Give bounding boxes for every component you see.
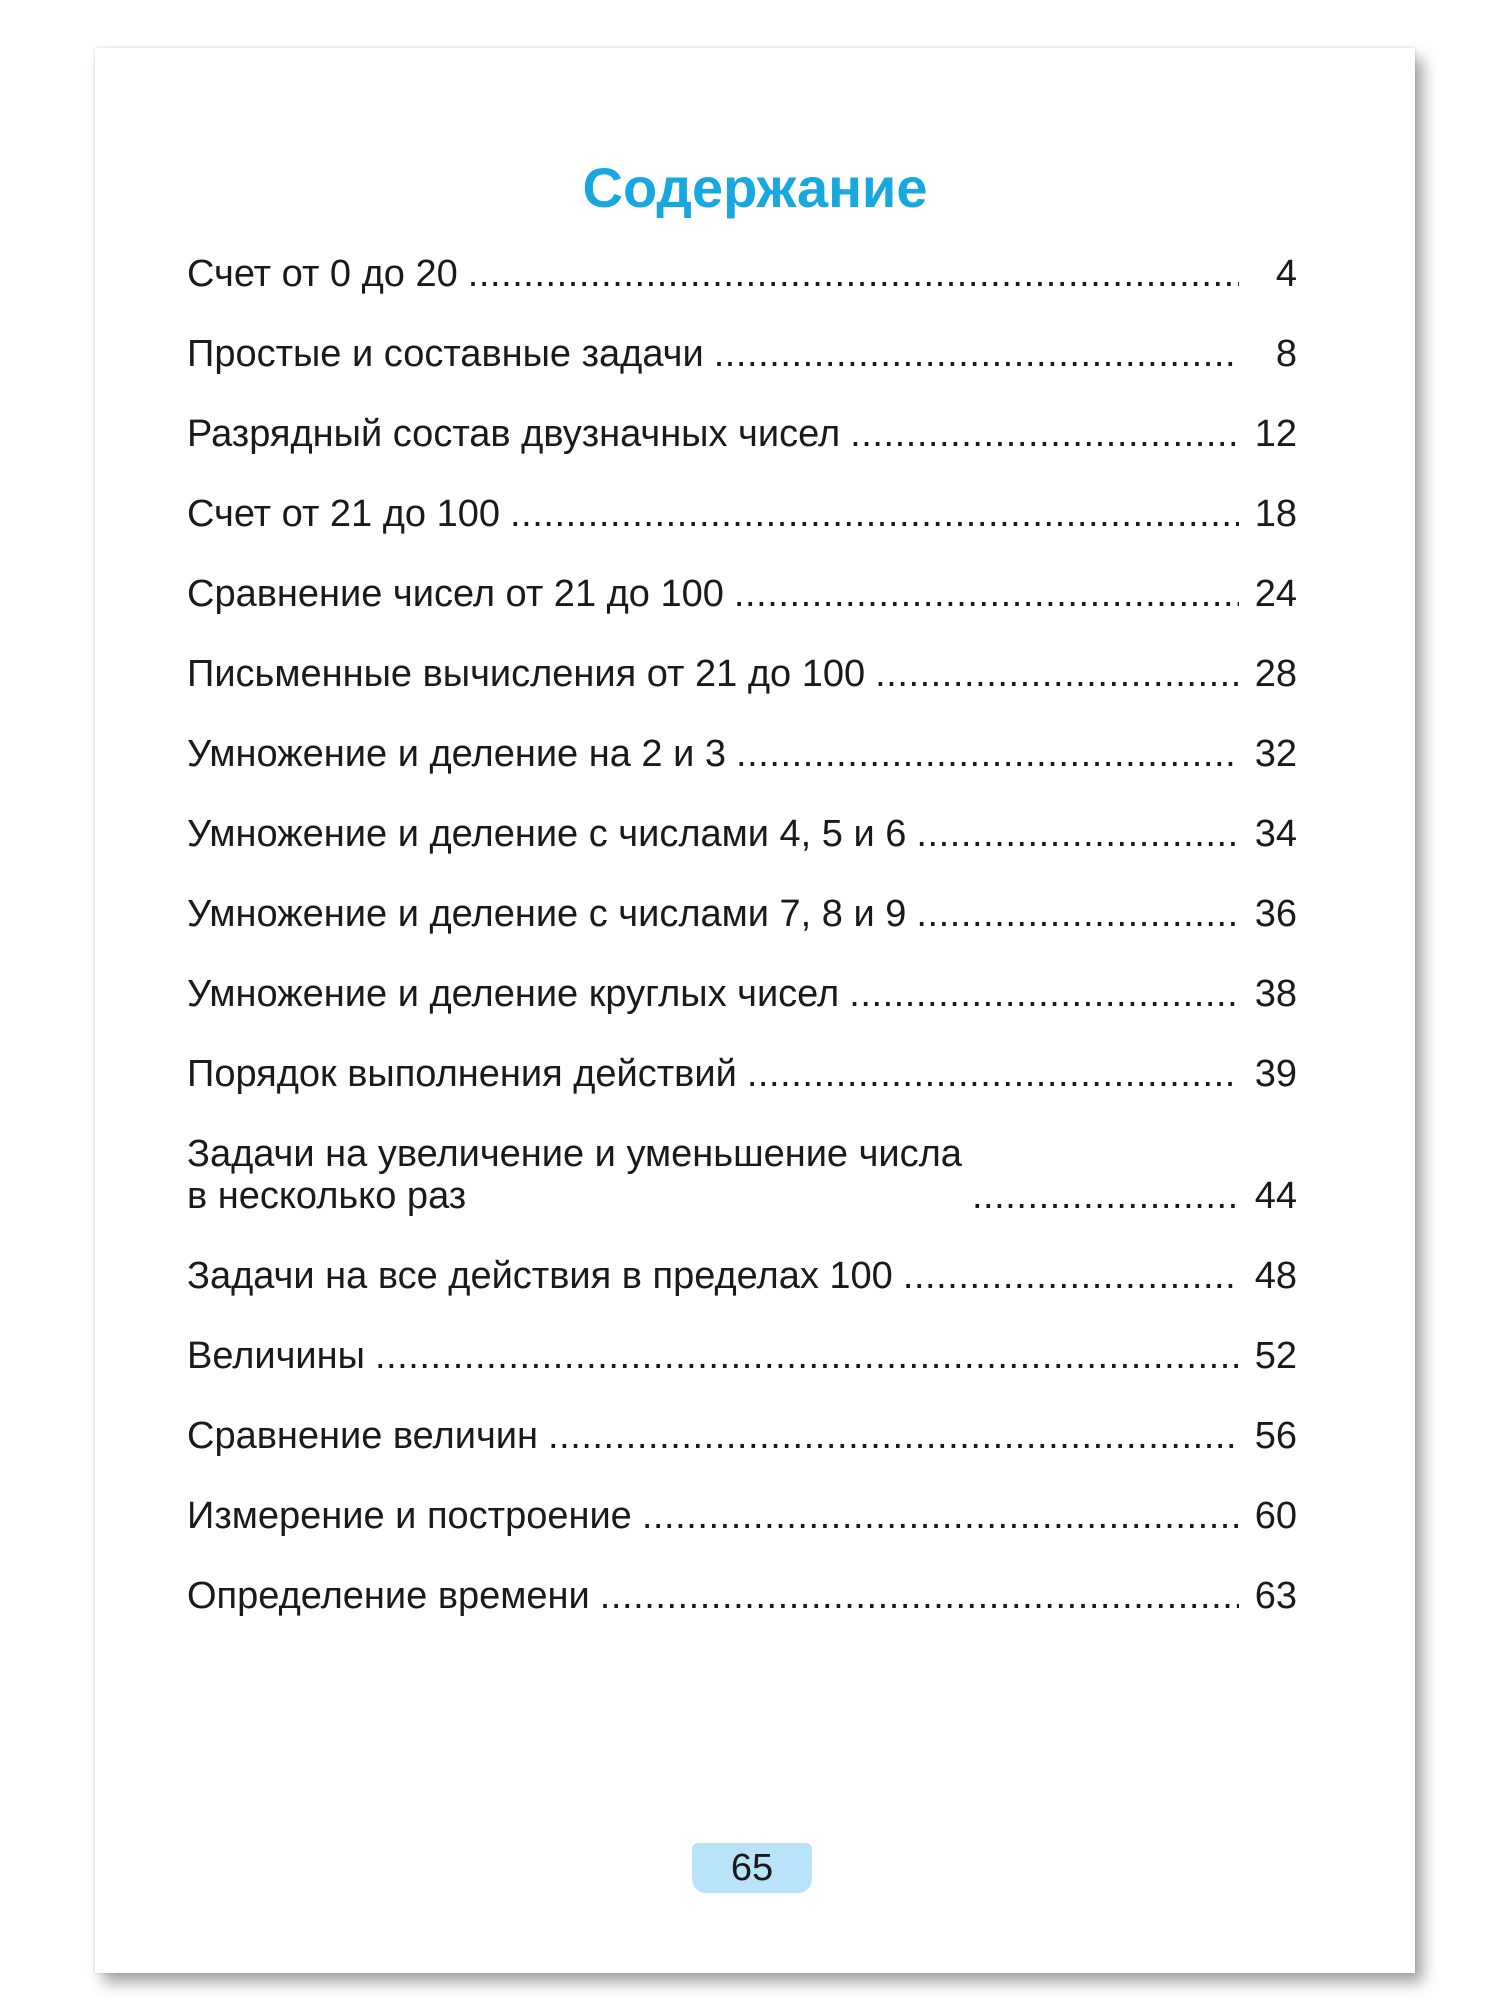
toc-item-page: 56 <box>1254 1415 1297 1457</box>
toc-item-title <box>187 1133 962 1217</box>
toc-item <box>187 1053 1297 1095</box>
toc-item-title: Разрядный состав двузначных чисел <box>187 413 841 455</box>
toc-item-page: 24 <box>1254 573 1297 615</box>
toc-item-page: 36 <box>1254 893 1297 935</box>
toc-item-page: 63 <box>1254 1575 1297 1617</box>
toc-leader-dots <box>375 1335 1239 1377</box>
toc-item-page: 28 <box>1254 653 1297 695</box>
toc-item <box>187 973 1297 1015</box>
toc-leader-dots <box>875 653 1239 695</box>
toc-item <box>187 1335 1297 1377</box>
toc-item-title: Умножение и деление с числами 4, 5 и 6 <box>187 813 907 855</box>
toc-item-page: 52 <box>1254 1335 1297 1377</box>
toc-leader-dots <box>903 1255 1239 1297</box>
toc-leader-dots <box>916 893 1239 935</box>
page-number-badge: 65 <box>692 1843 812 1893</box>
page-title: Содержание <box>582 156 928 219</box>
toc-item-title: Величины <box>187 1335 365 1377</box>
toc-item <box>187 1133 1297 1217</box>
toc-item <box>187 653 1297 695</box>
toc-leader-dots <box>736 733 1239 775</box>
toc-item-page: 8 <box>1275 333 1297 375</box>
toc-item <box>187 1575 1297 1617</box>
toc-item-page: 12 <box>1254 413 1297 455</box>
toc-item <box>187 813 1297 855</box>
book-page <box>95 48 1415 1973</box>
toc-item-title: Задачи на все действия в пределах 100 <box>187 1255 893 1297</box>
toc-item-title: Счет от 21 до 100 <box>187 493 500 535</box>
toc-item <box>187 573 1297 615</box>
toc-item-page: 32 <box>1254 733 1297 775</box>
toc-item-page: 34 <box>1254 813 1297 855</box>
toc-item-title: Определение времени <box>187 1575 590 1617</box>
toc-leader-dots <box>972 1175 1239 1217</box>
toc-item-title: Сравнение величин <box>187 1415 538 1457</box>
toc-leader-dots <box>468 253 1239 295</box>
toc-item <box>187 733 1297 775</box>
toc-item-title-line2: в несколько раз <box>187 1175 467 1217</box>
toc-leader-dots <box>747 1053 1239 1095</box>
toc-item <box>187 1415 1297 1457</box>
toc-leader-dots <box>916 813 1239 855</box>
toc-item-title-line1: Задачи на увеличение и уменьшение числа <box>187 1133 962 1175</box>
toc-item-page: 18 <box>1254 493 1297 535</box>
toc-item-page: 44 <box>1254 1175 1297 1217</box>
toc-item-title: Умножение и деление на 2 и 3 <box>187 733 727 775</box>
toc-leader-dots <box>734 573 1239 615</box>
toc-item-page: 38 <box>1254 973 1297 1015</box>
toc-item-title: Сравнение чисел от 21 до 100 <box>187 573 724 615</box>
toc-leader-dots <box>642 1495 1239 1537</box>
toc-item-title: Счет от 0 до 20 <box>187 253 458 295</box>
toc-leader-dots <box>510 493 1239 535</box>
toc-item-title: Умножение и деление с числами 7, 8 и 9 <box>187 893 907 935</box>
toc-item <box>187 493 1297 535</box>
toc-item-title: Простые и составные задачи <box>187 333 704 375</box>
table-of-contents <box>187 253 1297 1655</box>
toc-item <box>187 1255 1297 1297</box>
toc-item-title: Умножение и деление круглых чисел <box>187 973 840 1015</box>
toc-item <box>187 413 1297 455</box>
toc-leader-dots <box>849 973 1239 1015</box>
toc-leader-dots <box>600 1575 1239 1617</box>
toc-item-page: 60 <box>1254 1495 1297 1537</box>
toc-leader-dots <box>850 413 1239 455</box>
toc-item-page: 48 <box>1254 1255 1297 1297</box>
toc-item-title: Порядок выполнения действий <box>187 1053 737 1095</box>
toc-leader-dots <box>548 1415 1239 1457</box>
toc-item <box>187 253 1297 295</box>
toc-item <box>187 333 1297 375</box>
toc-item <box>187 893 1297 935</box>
toc-item-page: 4 <box>1275 253 1297 295</box>
toc-leader-dots <box>714 333 1239 375</box>
toc-item <box>187 1495 1297 1537</box>
toc-item-page: 39 <box>1254 1053 1297 1095</box>
toc-item-title: Письменные вычисления от 21 до 100 <box>187 653 866 695</box>
toc-item-title: Измерение и построение <box>187 1495 632 1537</box>
